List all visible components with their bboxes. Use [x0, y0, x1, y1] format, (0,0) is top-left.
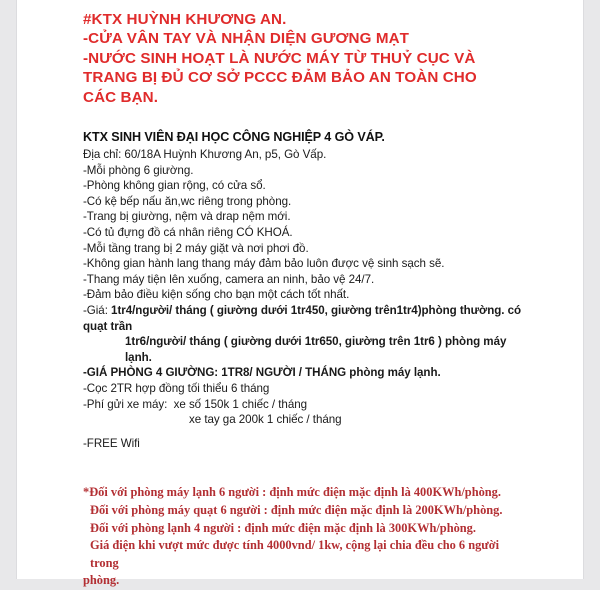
feature-item: -Có kệ bếp nấu ăn,wc riêng trong phòng.: [83, 194, 292, 208]
note-line: phòng.: [83, 573, 120, 588]
price-line-room4: -GIÁ PHÒNG 4 GIƯỜNG: 1TR8/ NGƯỜI / THÁNG phòng máy lạnh.: [83, 366, 441, 380]
price-line-standard-cont: quạt trần: [83, 319, 133, 333]
feature-item: -Mỗi tầng trang bị 2 máy giặt và nơi phơi đồ.: [83, 241, 309, 255]
feature-item: -Có tủ đựng đồ cá nhân riêng CÓ KHOÁ.: [83, 226, 293, 239]
spacer-body-notes: [83, 451, 523, 484]
wifi-line: -FREE Wifi: [83, 436, 140, 450]
headline-line-5: CÁC BẠN.: [83, 88, 159, 106]
document-sheet: [16, 0, 584, 588]
headline-line-2: -CỬA VÂN TAY VÀ NHẬN DIỆN GƯƠNG MẠT: [83, 30, 410, 48]
feature-item: -Trang bị giường, nệm và drap nệm mới.: [83, 210, 291, 224]
price-value-standard: 1tr4/người/ tháng ( giường dưới 1tr450, giường trên1tr4)phòng thường. có: [111, 303, 522, 317]
note-line: *Đối với phòng máy lạnh 6 người : định mức điện mặc định là 400KWh/phòng.: [83, 485, 501, 500]
price-label: -Giá:: [83, 303, 112, 317]
feature-item: -Đảm bảo điều kiện sống cho bạn một cách tốt nhất.: [83, 288, 350, 302]
feature-item: -Không gian hành lang thang máy đảm bảo luôn được vệ sinh sạch sẽ.: [83, 257, 445, 271]
price-line-standard: [83, 303, 523, 319]
feature-item: -Mỗi phòng 6 giường.: [83, 163, 194, 177]
price-line-aircon: 1tr6/người/ tháng ( giường dưới 1tr650, giường trên 1tr6 ) phòng máy lạnh.: [125, 335, 510, 364]
spacer-wifi: [83, 428, 523, 436]
body-block: [83, 129, 523, 451]
parking-fee-line-1: -Phí gửi xe máy: xe số 150k 1 chiếc / tháng: [83, 397, 308, 411]
spacer-headline-body: [83, 107, 523, 129]
electricity-notes-block: [83, 484, 523, 590]
headline-line-3: -NƯỚC SINH HOẠT LÀ NƯỚC MÁY TỪ THUỶ CỤC VÀ: [83, 49, 476, 67]
feature-item: -Phòng không gian rộng, có cửa sổ.: [83, 179, 266, 193]
deposit-line: -Cọc 2TR hợp đồng tối thiểu 6 tháng: [83, 381, 270, 395]
document-content: [83, 10, 523, 590]
feature-item: -Thang máy tiện lên xuống, camera an ninh, bảo vệ 24/7.: [83, 272, 375, 286]
note-line: Đối với phòng lạnh 4 người : định mức điện mặc định là 300KWh/phòng.: [90, 520, 476, 535]
dorm-title: KTX SINH VIÊN ĐẠI HỌC CÔNG NGHIỆP 4 GÒ VÁP.: [83, 130, 385, 145]
note-line: Giá điện khi vượt mức được tính 4000vnd/ 1kw, cộng lại chia đều cho 6 người trong: [90, 538, 503, 570]
note-line: Đối với phòng máy quạt 6 người : định mức điện mặc định là 200KWh/phòng.: [90, 502, 503, 517]
headline-block: [83, 10, 523, 107]
headline-line-4: TRANG BỊ ĐỦ CƠ SỞ PCCC ĐẢM BẢO AN TOÀN CHO: [83, 69, 477, 87]
headline-line-1: #KTX HUỲNH KHƯƠNG AN.: [83, 11, 287, 28]
dorm-address: Địa chỉ: 60/18A Huỳnh Khương An, p5, Gò Vấp.: [83, 148, 327, 162]
parking-fee-line-2: xe tay ga 200k 1 chiếc / tháng: [189, 413, 342, 427]
